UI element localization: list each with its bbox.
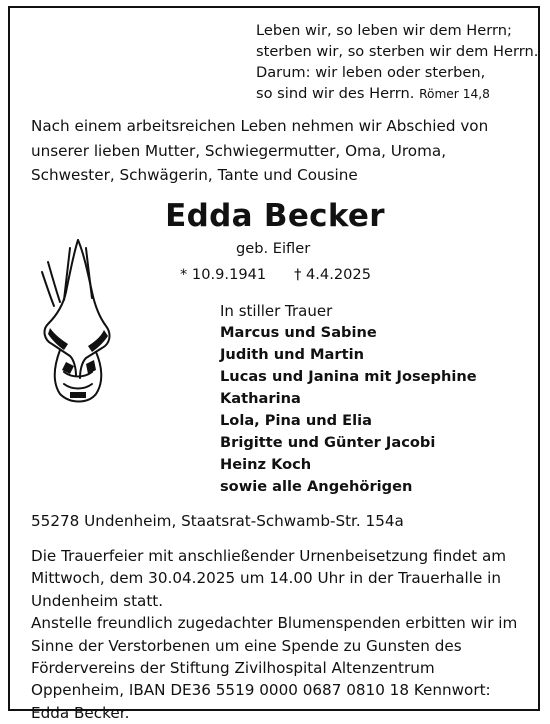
family-address: 55278 Undenheim, Staatsrat-Schwamb-Str. 154a xyxy=(31,512,404,530)
mourners-heading: In stiller Trauer xyxy=(220,302,333,320)
verse-line: sterben wir, so sterben wir dem Herrn. xyxy=(256,43,539,60)
birth-name: geb. Eifler xyxy=(236,240,311,257)
list-item: Lola, Pina und Elia xyxy=(220,412,372,429)
intro-text: Nach einem arbeitsreichen Leben nehmen wir Abschied von unserer lieben Mutter, Schwiegermutter, Oma, Uroma, Schwester, Schwägerin, Tante und Cousine xyxy=(31,117,489,184)
list-item: Marcus und Sabine xyxy=(220,324,377,341)
verse-line: Darum: wir leben oder sterben, xyxy=(256,64,486,81)
funeral-notice xyxy=(31,545,526,724)
mourners-list xyxy=(220,322,477,498)
verse-source: Römer 14,8 xyxy=(419,87,490,101)
verse-line xyxy=(256,83,538,105)
deceased-name: Edda Becker xyxy=(165,198,385,234)
list-item: Lucas und Janina mit Josephine xyxy=(220,368,477,385)
list-item: Heinz Koch xyxy=(220,456,312,473)
birth-date: * 10.9.1941 xyxy=(180,266,267,283)
list-item: Katharina xyxy=(220,390,301,407)
list-item: sowie alle Angehörigen xyxy=(220,478,413,495)
bible-verse xyxy=(256,20,538,105)
death-date: † 4.4.2025 xyxy=(294,266,371,283)
life-dates xyxy=(180,266,371,283)
praying-hands-icon xyxy=(30,232,126,410)
list-item: Judith und Martin xyxy=(220,346,364,363)
list-item: Brigitte und Günter Jacobi xyxy=(220,434,436,451)
verse-line-text: so sind wir des Herrn. xyxy=(256,85,415,102)
donation-text: Anstelle freundlich zugedachter Blumenspenden erbitten wir im Sinne der Verstorbenen um eine Spende zu Gunsten des Fördervereins der Stiftung Zivilhospital Altenzentrum Oppenheim, IBAN DE36 5519 0000 0687 0810 18 Kennwort: Edda Becker. xyxy=(31,614,518,722)
ceremony-text: Die Trauerfeier mit anschließender Urnenbeisetzung findet am Mittwoch, dem 30.04.2025 um 14.00 Uhr in der Trauerhalle in Undenheim statt. xyxy=(31,547,507,610)
verse-line: Leben wir, so leben wir dem Herrn; xyxy=(256,22,512,39)
